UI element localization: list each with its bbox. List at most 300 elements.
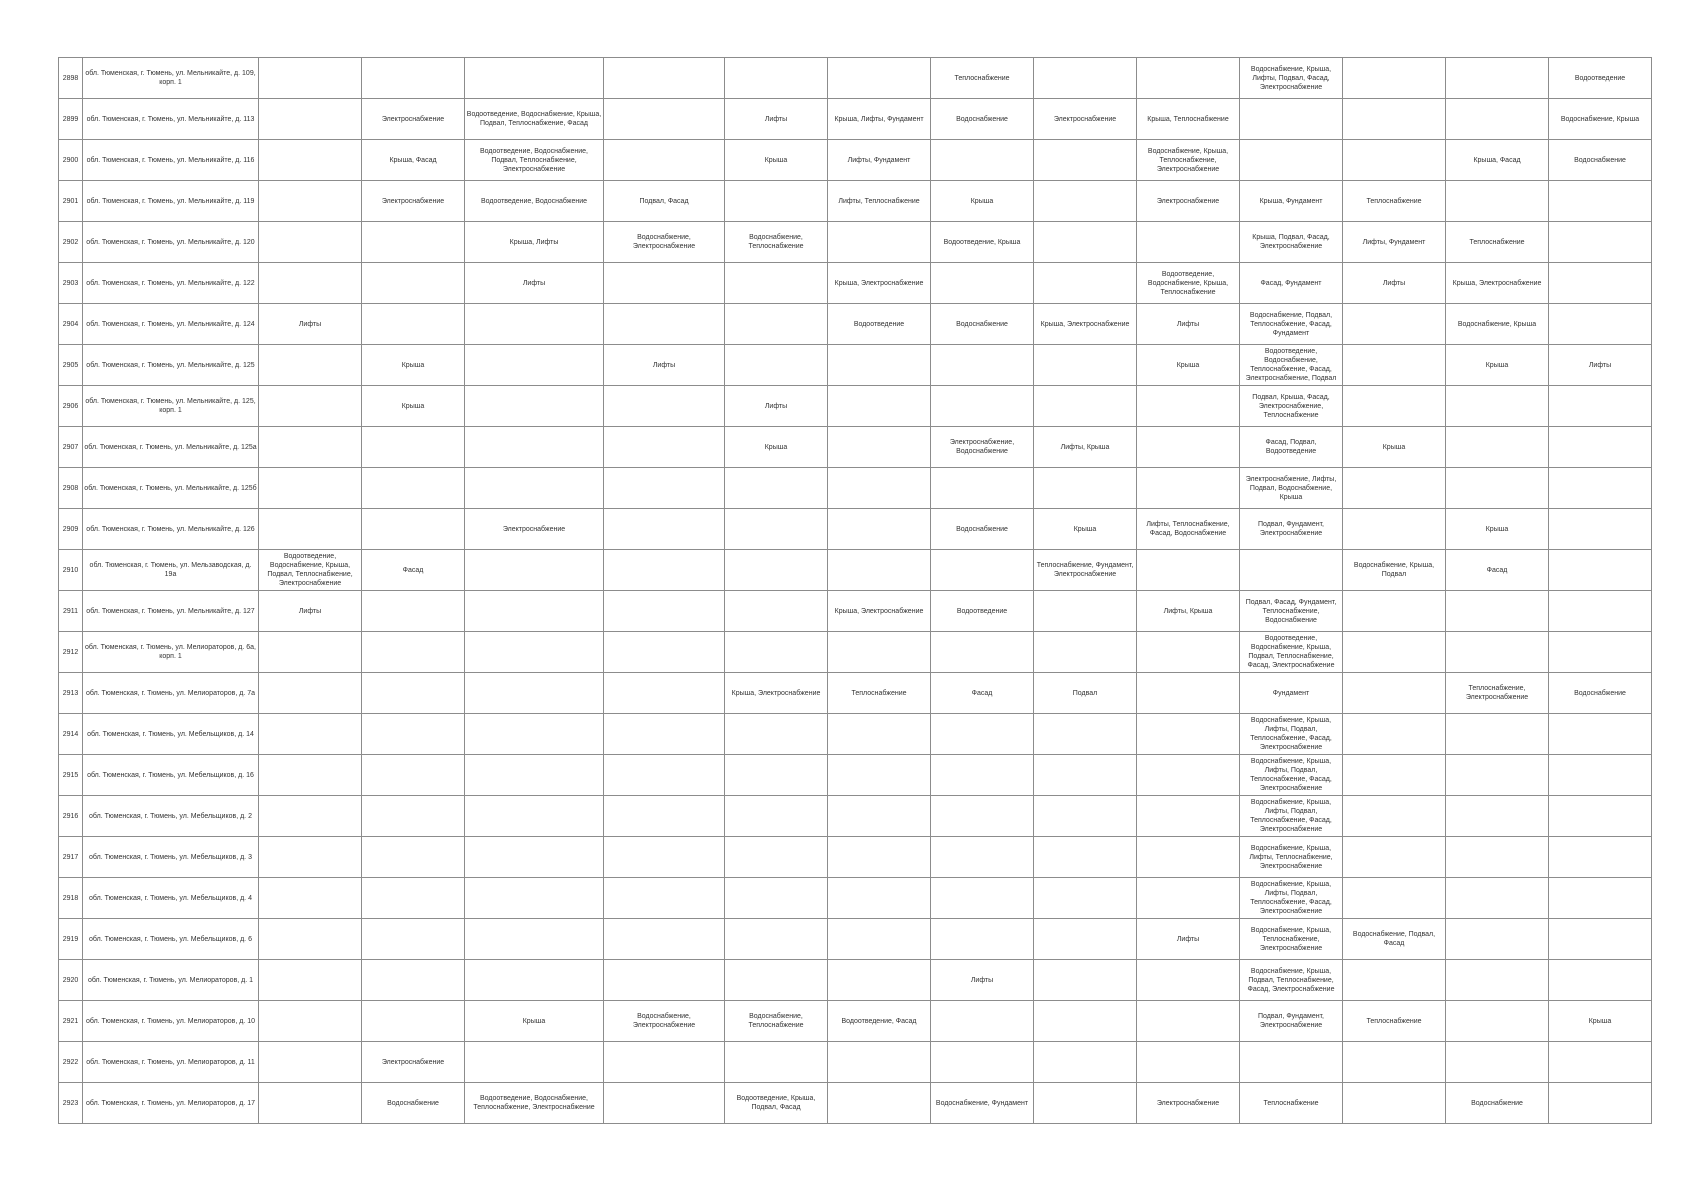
table-row bbox=[59, 755, 1652, 796]
work-type-cell bbox=[1034, 878, 1137, 919]
work-type-cell bbox=[1137, 58, 1240, 99]
work-type-cell bbox=[604, 632, 725, 673]
work-type-cell: Лифты, Теплоснабжение, Фасад, Водоснабжение bbox=[1137, 509, 1240, 550]
work-type-cell bbox=[1137, 878, 1240, 919]
work-type-cell bbox=[465, 919, 604, 960]
work-type-cell bbox=[604, 755, 725, 796]
work-type-cell bbox=[1549, 427, 1652, 468]
work-type-cell: Водоотведение, Водоснабжение, Крыша, Теплоснабжение bbox=[1137, 263, 1240, 304]
work-type-cell bbox=[1549, 222, 1652, 263]
table-row bbox=[59, 714, 1652, 755]
row-number: 2917 bbox=[59, 837, 83, 878]
work-type-cell bbox=[725, 468, 828, 509]
work-type-cell: Подвал, Фасад, Фундамент, Теплоснабжение, Водоснабжение bbox=[1240, 591, 1343, 632]
work-type-cell: Крыша bbox=[1034, 509, 1137, 550]
row-number: 2922 bbox=[59, 1042, 83, 1083]
address-cell: обл. Тюменская, г. Тюмень, ул. Мельникайте, д. 124 bbox=[83, 304, 259, 345]
work-type-cell bbox=[725, 714, 828, 755]
work-type-cell bbox=[362, 509, 465, 550]
table-row bbox=[59, 58, 1652, 99]
work-type-cell bbox=[362, 427, 465, 468]
work-type-cell: Водоснабжение, Подвал, Теплоснабжение, Фасад, Фундамент bbox=[1240, 304, 1343, 345]
work-type-cell: Теплоснабжение bbox=[931, 58, 1034, 99]
work-type-cell bbox=[465, 427, 604, 468]
work-type-cell: Водоснабжение bbox=[362, 1083, 465, 1124]
work-type-cell bbox=[1446, 878, 1549, 919]
work-type-cell: Теплоснабжение, Электроснабжение bbox=[1446, 673, 1549, 714]
work-type-cell: Теплоснабжение bbox=[1343, 181, 1446, 222]
work-type-cell bbox=[259, 878, 362, 919]
work-type-cell: Крыша, Теплоснабжение bbox=[1137, 99, 1240, 140]
work-type-cell bbox=[828, 960, 931, 1001]
work-type-cell: Лифты bbox=[259, 304, 362, 345]
work-type-cell bbox=[1034, 222, 1137, 263]
work-type-cell bbox=[1343, 755, 1446, 796]
work-type-cell bbox=[1549, 386, 1652, 427]
work-type-cell: Водоснабжение, Крыша, Лифты, Подвал, Теплоснабжение, Фасад, Электроснабжение bbox=[1240, 796, 1343, 837]
work-type-cell bbox=[931, 837, 1034, 878]
address-cell: обл. Тюменская, г. Тюмень, ул. Мельникайте, д. 125б bbox=[83, 468, 259, 509]
work-type-cell bbox=[828, 837, 931, 878]
work-type-cell bbox=[1549, 878, 1652, 919]
work-type-cell bbox=[604, 263, 725, 304]
address-cell: обл. Тюменская, г. Тюмень, ул. Мебельщиков, д. 3 bbox=[83, 837, 259, 878]
work-type-cell: Лифты, Теплоснабжение bbox=[828, 181, 931, 222]
work-type-cell bbox=[259, 509, 362, 550]
table-row bbox=[59, 386, 1652, 427]
work-type-cell bbox=[828, 1083, 931, 1124]
work-type-cell bbox=[828, 796, 931, 837]
work-type-cell: Подвал, Фундамент, Электроснабжение bbox=[1240, 509, 1343, 550]
work-type-cell: Фундамент bbox=[1240, 673, 1343, 714]
row-number: 2909 bbox=[59, 509, 83, 550]
work-type-cell bbox=[725, 960, 828, 1001]
row-number: 2906 bbox=[59, 386, 83, 427]
address-cell: обл. Тюменская, г. Тюмень, ул. Мелиораторов, д. 1 bbox=[83, 960, 259, 1001]
work-type-cell: Крыша bbox=[1446, 509, 1549, 550]
work-type-cell bbox=[1137, 468, 1240, 509]
work-type-cell bbox=[1034, 1083, 1137, 1124]
work-type-cell bbox=[1137, 550, 1240, 591]
work-type-cell bbox=[259, 837, 362, 878]
work-type-cell bbox=[259, 714, 362, 755]
table-row bbox=[59, 468, 1652, 509]
work-type-cell bbox=[1137, 673, 1240, 714]
repair-schedule-table bbox=[58, 57, 1652, 1124]
work-type-cell bbox=[828, 386, 931, 427]
work-type-cell bbox=[362, 591, 465, 632]
work-type-cell bbox=[1549, 755, 1652, 796]
work-type-cell bbox=[725, 58, 828, 99]
work-type-cell bbox=[259, 1042, 362, 1083]
table-row bbox=[59, 878, 1652, 919]
work-type-cell: Водоснабжение, Электроснабжение bbox=[604, 1001, 725, 1042]
work-type-cell: Теплоснабжение bbox=[1240, 1083, 1343, 1124]
work-type-cell bbox=[725, 181, 828, 222]
table-row bbox=[59, 673, 1652, 714]
work-type-cell bbox=[362, 304, 465, 345]
work-type-cell bbox=[1446, 1042, 1549, 1083]
work-type-cell bbox=[1549, 796, 1652, 837]
work-type-cell bbox=[465, 796, 604, 837]
work-type-cell: Подвал, Фасад bbox=[604, 181, 725, 222]
address-cell: обл. Тюменская, г. Тюмень, ул. Мельникайте, д. 127 bbox=[83, 591, 259, 632]
work-type-cell: Водоснабжение, Электроснабжение bbox=[604, 222, 725, 263]
row-number: 2911 bbox=[59, 591, 83, 632]
work-type-cell: Теплоснабжение bbox=[1446, 222, 1549, 263]
work-type-cell bbox=[1034, 714, 1137, 755]
work-type-cell bbox=[1343, 1042, 1446, 1083]
work-type-cell bbox=[362, 468, 465, 509]
work-type-cell bbox=[259, 181, 362, 222]
work-type-cell bbox=[1137, 632, 1240, 673]
work-type-cell: Крыша bbox=[1343, 427, 1446, 468]
work-type-cell bbox=[1446, 181, 1549, 222]
work-type-cell bbox=[1549, 837, 1652, 878]
work-type-cell: Водоотведение, Крыша bbox=[931, 222, 1034, 263]
work-type-cell: Водоотведение, Водоснабжение, Теплоснабжение, Фасад, Электроснабжение, Подвал bbox=[1240, 345, 1343, 386]
work-type-cell bbox=[604, 1042, 725, 1083]
table-row bbox=[59, 591, 1652, 632]
row-number: 2914 bbox=[59, 714, 83, 755]
work-type-cell bbox=[1137, 714, 1240, 755]
address-cell: обл. Тюменская, г. Тюмень, ул. Мелиораторов, д. 17 bbox=[83, 1083, 259, 1124]
work-type-cell bbox=[465, 632, 604, 673]
work-type-cell bbox=[1446, 919, 1549, 960]
row-number: 2899 bbox=[59, 99, 83, 140]
work-type-cell bbox=[465, 468, 604, 509]
work-type-cell bbox=[1446, 1001, 1549, 1042]
table-row bbox=[59, 837, 1652, 878]
table-row bbox=[59, 222, 1652, 263]
work-type-cell bbox=[604, 1083, 725, 1124]
work-type-cell: Теплоснабжение bbox=[1343, 1001, 1446, 1042]
work-type-cell: Лифты, Фундамент bbox=[1343, 222, 1446, 263]
work-type-cell bbox=[1034, 591, 1137, 632]
table-row bbox=[59, 1042, 1652, 1083]
work-type-cell: Электроснабжение, Лифты, Подвал, Водоснабжение, Крыша bbox=[1240, 468, 1343, 509]
address-cell: обл. Тюменская, г. Тюмень, ул. Мелиораторов, д. 11 bbox=[83, 1042, 259, 1083]
address-cell: обл. Тюменская, г. Тюмень, ул. Мельникайте, д. 109, корп. 1 bbox=[83, 58, 259, 99]
work-type-cell bbox=[1343, 960, 1446, 1001]
address-cell: обл. Тюменская, г. Тюмень, ул. Мебельщиков, д. 6 bbox=[83, 919, 259, 960]
work-type-cell: Фасад bbox=[1446, 550, 1549, 591]
work-type-cell: Водоснабжение, Крыша, Подвал bbox=[1343, 550, 1446, 591]
work-type-cell bbox=[362, 878, 465, 919]
work-type-cell: Водоотведение, Водоснабжение, Крыша, Подвал, Теплоснабжение, Фасад bbox=[465, 99, 604, 140]
work-type-cell bbox=[362, 919, 465, 960]
work-type-cell bbox=[828, 345, 931, 386]
work-type-cell: Крыша, Электроснабжение bbox=[1446, 263, 1549, 304]
work-type-cell bbox=[725, 304, 828, 345]
work-type-cell bbox=[828, 222, 931, 263]
work-type-cell: Водоотведение, Фасад bbox=[828, 1001, 931, 1042]
work-type-cell bbox=[465, 837, 604, 878]
work-type-cell: Подвал bbox=[1034, 673, 1137, 714]
work-type-cell bbox=[1446, 632, 1549, 673]
work-type-cell: Водоснабжение, Крыша, Лифты, Подвал, Фасад, Электроснабжение bbox=[1240, 58, 1343, 99]
work-type-cell bbox=[604, 140, 725, 181]
work-type-cell bbox=[465, 673, 604, 714]
work-type-cell bbox=[1240, 1042, 1343, 1083]
work-type-cell bbox=[259, 427, 362, 468]
work-type-cell bbox=[1137, 222, 1240, 263]
work-type-cell bbox=[604, 550, 725, 591]
work-type-cell bbox=[465, 345, 604, 386]
work-type-cell: Водоотведение, Крыша, Подвал, Фасад bbox=[725, 1083, 828, 1124]
work-type-cell bbox=[1446, 714, 1549, 755]
work-type-cell bbox=[828, 714, 931, 755]
address-cell: обл. Тюменская, г. Тюмень, ул. Мельникайте, д. 126 bbox=[83, 509, 259, 550]
row-number: 2903 bbox=[59, 263, 83, 304]
work-type-cell: Крыша, Электроснабжение bbox=[828, 591, 931, 632]
work-type-cell: Водоснабжение, Крыша, Лифты, Подвал, Теплоснабжение, Фасад, Электроснабжение bbox=[1240, 878, 1343, 919]
address-cell: обл. Тюменская, г. Тюмень, ул. Мебельщиков, д. 16 bbox=[83, 755, 259, 796]
work-type-cell bbox=[465, 550, 604, 591]
work-type-cell bbox=[725, 345, 828, 386]
table-row bbox=[59, 345, 1652, 386]
work-type-cell bbox=[725, 796, 828, 837]
address-cell: обл. Тюменская, г. Тюмень, ул. Мебельщиков, д. 2 bbox=[83, 796, 259, 837]
work-type-cell bbox=[725, 919, 828, 960]
work-type-cell: Лифты bbox=[725, 386, 828, 427]
work-type-cell bbox=[931, 550, 1034, 591]
work-type-cell: Крыша bbox=[362, 386, 465, 427]
work-type-cell bbox=[931, 1042, 1034, 1083]
work-type-cell bbox=[828, 58, 931, 99]
work-type-cell: Электроснабжение bbox=[1137, 181, 1240, 222]
work-type-cell bbox=[1446, 796, 1549, 837]
work-type-cell bbox=[259, 99, 362, 140]
work-type-cell bbox=[604, 304, 725, 345]
row-number: 2898 bbox=[59, 58, 83, 99]
work-type-cell bbox=[1034, 468, 1137, 509]
table-row bbox=[59, 427, 1652, 468]
work-type-cell: Водоотведение, Водоснабжение, Подвал, Теплоснабжение, Электроснабжение bbox=[465, 140, 604, 181]
work-type-cell bbox=[725, 878, 828, 919]
work-type-cell: Лифты bbox=[1137, 304, 1240, 345]
work-type-cell: Крыша, Электроснабжение bbox=[1034, 304, 1137, 345]
work-type-cell: Водоснабжение, Крыша bbox=[1446, 304, 1549, 345]
work-type-cell bbox=[1446, 427, 1549, 468]
work-type-cell bbox=[1137, 1042, 1240, 1083]
work-type-cell: Лифты, Фундамент bbox=[828, 140, 931, 181]
table-row bbox=[59, 796, 1652, 837]
address-cell: обл. Тюменская, г. Тюмень, ул. Мельникайте, д. 125, корп. 1 bbox=[83, 386, 259, 427]
work-type-cell: Водоснабжение, Крыша, Лифты, Подвал, Теплоснабжение, Фасад, Электроснабжение bbox=[1240, 755, 1343, 796]
work-type-cell bbox=[1137, 796, 1240, 837]
work-type-cell bbox=[362, 837, 465, 878]
work-type-cell bbox=[362, 632, 465, 673]
work-type-cell bbox=[362, 263, 465, 304]
work-type-cell: Водоотведение bbox=[1549, 58, 1652, 99]
work-type-cell bbox=[1446, 99, 1549, 140]
work-type-cell bbox=[828, 878, 931, 919]
table-body bbox=[59, 58, 1652, 1124]
work-type-cell bbox=[465, 960, 604, 1001]
work-type-cell bbox=[931, 386, 1034, 427]
work-type-cell: Водоснабжение, Крыша, Лифты, Теплоснабжение, Электроснабжение bbox=[1240, 837, 1343, 878]
work-type-cell bbox=[1034, 919, 1137, 960]
work-type-cell bbox=[1549, 960, 1652, 1001]
address-cell: обл. Тюменская, г. Тюмень, ул. Мебельщиков, д. 14 bbox=[83, 714, 259, 755]
work-type-cell: Крыша, Электроснабжение bbox=[828, 263, 931, 304]
work-type-cell bbox=[1137, 386, 1240, 427]
work-type-cell bbox=[1549, 714, 1652, 755]
work-type-cell bbox=[931, 1001, 1034, 1042]
work-type-cell: Водоснабжение, Теплоснабжение bbox=[725, 1001, 828, 1042]
work-type-cell bbox=[259, 345, 362, 386]
work-type-cell: Электроснабжение bbox=[362, 181, 465, 222]
work-type-cell bbox=[1343, 509, 1446, 550]
row-number: 2907 bbox=[59, 427, 83, 468]
work-type-cell bbox=[604, 878, 725, 919]
work-type-cell bbox=[465, 591, 604, 632]
work-type-cell: Водоснабжение bbox=[931, 509, 1034, 550]
work-type-cell: Крыша bbox=[465, 1001, 604, 1042]
work-type-cell bbox=[259, 755, 362, 796]
work-type-cell bbox=[828, 468, 931, 509]
work-type-cell bbox=[1343, 1083, 1446, 1124]
work-type-cell: Водоснабжение, Фундамент bbox=[931, 1083, 1034, 1124]
address-cell: обл. Тюменская, г. Тюмень, ул. Мелиораторов, д. 6а, корп. 1 bbox=[83, 632, 259, 673]
work-type-cell: Лифты bbox=[259, 591, 362, 632]
work-type-cell bbox=[725, 837, 828, 878]
work-type-cell bbox=[1343, 386, 1446, 427]
work-type-cell bbox=[362, 222, 465, 263]
work-type-cell: Лифты, Крыша bbox=[1137, 591, 1240, 632]
work-type-cell: Лифты bbox=[465, 263, 604, 304]
table-row bbox=[59, 919, 1652, 960]
work-type-cell bbox=[1549, 550, 1652, 591]
work-type-cell bbox=[725, 755, 828, 796]
work-type-cell bbox=[931, 345, 1034, 386]
work-type-cell bbox=[604, 58, 725, 99]
table-row bbox=[59, 304, 1652, 345]
work-type-cell: Водоснабжение bbox=[1549, 673, 1652, 714]
work-type-cell: Водоотведение, Водоснабжение, Теплоснабжение, Электроснабжение bbox=[465, 1083, 604, 1124]
table-row bbox=[59, 550, 1652, 591]
work-type-cell bbox=[931, 878, 1034, 919]
table-row bbox=[59, 181, 1652, 222]
work-type-cell bbox=[1446, 58, 1549, 99]
work-type-cell bbox=[931, 714, 1034, 755]
work-type-cell bbox=[362, 714, 465, 755]
work-type-cell: Крыша, Электроснабжение bbox=[725, 673, 828, 714]
work-type-cell: Водоотведение, Водоснабжение bbox=[465, 181, 604, 222]
work-type-cell: Крыша, Фасад bbox=[362, 140, 465, 181]
work-type-cell bbox=[1240, 140, 1343, 181]
work-type-cell bbox=[604, 509, 725, 550]
work-type-cell bbox=[1343, 345, 1446, 386]
address-cell: обл. Тюменская, г. Тюмень, ул. Мельникайте, д. 119 bbox=[83, 181, 259, 222]
work-type-cell: Водоснабжение, Подвал, Фасад bbox=[1343, 919, 1446, 960]
work-type-cell bbox=[1034, 345, 1137, 386]
work-type-cell: Электроснабжение bbox=[1137, 1083, 1240, 1124]
work-type-cell bbox=[1343, 632, 1446, 673]
work-type-cell bbox=[1549, 919, 1652, 960]
work-type-cell bbox=[1446, 468, 1549, 509]
row-number: 2919 bbox=[59, 919, 83, 960]
work-type-cell bbox=[362, 755, 465, 796]
work-type-cell bbox=[1034, 263, 1137, 304]
row-number: 2901 bbox=[59, 181, 83, 222]
work-type-cell: Крыша bbox=[1549, 1001, 1652, 1042]
work-type-cell bbox=[828, 1042, 931, 1083]
work-type-cell bbox=[1343, 796, 1446, 837]
work-type-cell bbox=[931, 468, 1034, 509]
work-type-cell bbox=[828, 427, 931, 468]
work-type-cell bbox=[259, 58, 362, 99]
work-type-cell bbox=[465, 878, 604, 919]
work-type-cell: Лифты bbox=[1137, 919, 1240, 960]
address-cell: обл. Тюменская, г. Тюмень, ул. Мельникайте, д. 122 bbox=[83, 263, 259, 304]
work-type-cell bbox=[1343, 99, 1446, 140]
work-type-cell: Электроснабжение, Водоснабжение bbox=[931, 427, 1034, 468]
row-number: 2916 bbox=[59, 796, 83, 837]
work-type-cell bbox=[259, 263, 362, 304]
work-type-cell bbox=[1549, 181, 1652, 222]
work-type-cell bbox=[362, 1001, 465, 1042]
work-type-cell bbox=[1034, 632, 1137, 673]
work-type-cell bbox=[725, 1042, 828, 1083]
work-type-cell bbox=[604, 591, 725, 632]
work-type-cell bbox=[259, 386, 362, 427]
work-type-cell bbox=[1343, 837, 1446, 878]
work-type-cell: Водоснабжение, Крыша, Теплоснабжение, Электроснабжение bbox=[1240, 919, 1343, 960]
work-type-cell: Крыша, Лифты, Фундамент bbox=[828, 99, 931, 140]
work-type-cell bbox=[1343, 878, 1446, 919]
work-type-cell bbox=[604, 99, 725, 140]
work-type-cell bbox=[1137, 837, 1240, 878]
work-type-cell bbox=[1446, 837, 1549, 878]
work-type-cell bbox=[725, 632, 828, 673]
work-type-cell: Электроснабжение bbox=[362, 1042, 465, 1083]
work-type-cell bbox=[931, 919, 1034, 960]
work-type-cell: Крыша bbox=[725, 140, 828, 181]
work-type-cell: Фасад, Фундамент bbox=[1240, 263, 1343, 304]
work-type-cell: Крыша, Подвал, Фасад, Электроснабжение bbox=[1240, 222, 1343, 263]
work-type-cell bbox=[1137, 1001, 1240, 1042]
work-type-cell: Крыша bbox=[362, 345, 465, 386]
row-number: 2920 bbox=[59, 960, 83, 1001]
work-type-cell bbox=[259, 468, 362, 509]
work-type-cell bbox=[1137, 960, 1240, 1001]
work-type-cell bbox=[828, 550, 931, 591]
work-type-cell bbox=[259, 1083, 362, 1124]
work-type-cell bbox=[1034, 837, 1137, 878]
work-type-cell bbox=[1343, 304, 1446, 345]
work-type-cell bbox=[465, 58, 604, 99]
work-type-cell bbox=[1549, 263, 1652, 304]
work-type-cell: Крыша, Фундамент bbox=[1240, 181, 1343, 222]
work-type-cell bbox=[1343, 58, 1446, 99]
work-type-cell bbox=[604, 837, 725, 878]
work-type-cell: Водоснабжение, Крыша bbox=[1549, 99, 1652, 140]
work-type-cell bbox=[931, 755, 1034, 796]
work-type-cell: Лифты bbox=[725, 99, 828, 140]
work-type-cell: Лифты bbox=[1549, 345, 1652, 386]
work-type-cell: Подвал, Фундамент, Электроснабжение bbox=[1240, 1001, 1343, 1042]
work-type-cell bbox=[828, 755, 931, 796]
work-type-cell bbox=[604, 919, 725, 960]
work-type-cell bbox=[465, 755, 604, 796]
work-type-cell bbox=[1137, 427, 1240, 468]
address-cell: обл. Тюменская, г. Тюмень, ул. Мельникайте, д. 116 bbox=[83, 140, 259, 181]
row-number: 2912 bbox=[59, 632, 83, 673]
work-type-cell: Водоотведение, Водоснабжение, Крыша, Подвал, Теплоснабжение, Фасад, Электроснабжение bbox=[1240, 632, 1343, 673]
work-type-cell bbox=[1343, 591, 1446, 632]
